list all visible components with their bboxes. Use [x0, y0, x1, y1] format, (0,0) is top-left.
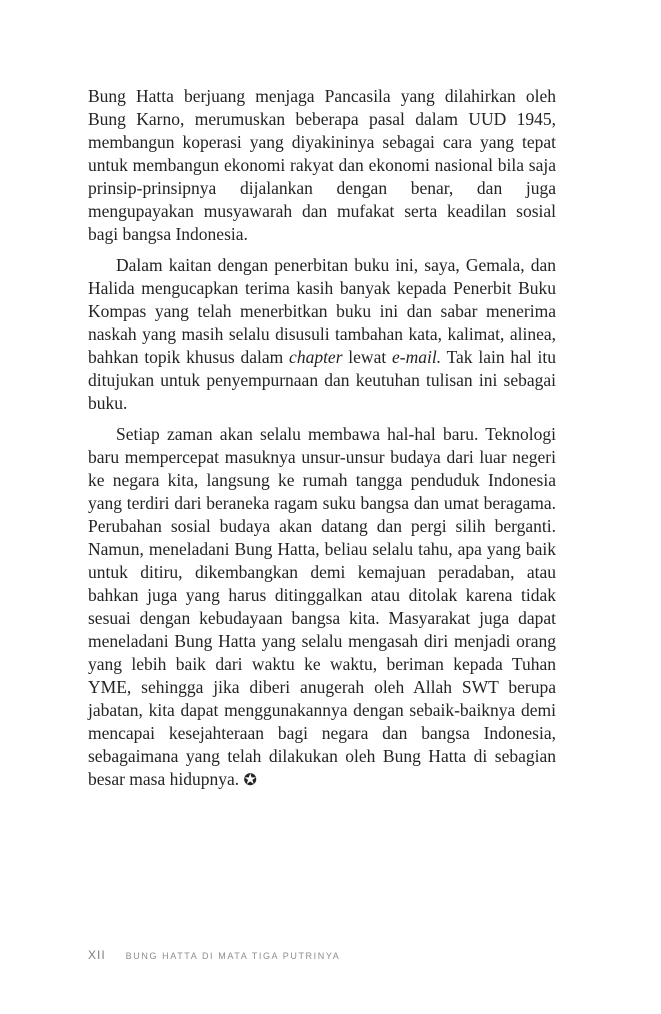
- text-block: [88, 85, 556, 792]
- body-text: lewat: [342, 347, 392, 367]
- body-text: Setiap zaman akan selalu membawa hal-hal baru. Teknologi baru mempercepat masuknya unsur-unsur budaya dari luar negeri ke negara kita, langsung ke rumah tangga penduduk Indonesia yang terdiri dari beraneka ragam suku bangsa dan umat beragama. Perubahan sosial budaya akan datang dan pergi silih berganti. Namun, meneladani Bung Hatta, beliau selalu tahu, apa yang baik untuk ditiru, dikembangkan demi kemajuan peradaban, atau bahkan juga yang harus ditinggalkan atau ditolak karena tidak sesuai dengan kebudayaan bangsa kita. Masyarakat juga dapat meneladani Bung Hatta yang selalu mengasah diri menjadi orang yang lebih baik dari waktu ke waktu, beriman kepada Tuhan YME, sehingga jika diberi anugerah oleh Allah SWT berupa jabatan, kita dapat menggunakannya dengan sebaik-baiknya demi mencapai kesejahteraan bagi negara dan bangsa Indonesia, sebagaimana yang telah dilakukan oleh Bung Hatta di sebagian besar masa hidupnya.: [88, 424, 556, 789]
- italic-text: e-mail.: [392, 347, 442, 367]
- paragraph: [88, 85, 556, 246]
- italic-text: chapter: [289, 347, 343, 367]
- running-title: BUNG HATTA DI MATA TIGA PUTRINYA: [125, 951, 341, 961]
- body-text: Bung Hatta berjuang menjaga Pancasila yang dilahirkan oleh Bung Karno, merumuskan beberapa pasal dalam UUD 1945, membangun koperasi yang diyakininya sebagai cara yang tepat untuk membangun ekonomi rakyat dan ekonomi nasional bila saja prinsip-prinsipnya dijalankan dengan benar, dan juga mengupayakan musyawarah dan mufakat serta keadilan sosial bagi bangsa Indonesia.: [88, 86, 556, 244]
- paragraph: [88, 254, 556, 415]
- body-text: Tak lain hal itu ditujukan untuk penyempurnaan dan keutuhan tulisan ini sebagai buku.: [88, 347, 557, 413]
- paragraph: [88, 423, 556, 792]
- page-footer: [88, 948, 556, 962]
- page-number: XII: [88, 948, 106, 962]
- body-text: Dalam kaitan dengan penerbitan buku ini, saya, Gemala, dan Halida mengucapkan terima kasih banyak kepada Penerbit Buku Kompas yang telah menerbitkan buku ini dan sabar menerima naskah yang masih selalu disusuli tambahan kata, kalimat, alinea, bahkan topik khusus dalam: [88, 255, 556, 367]
- end-of-chapter-star-icon: ✪: [243, 772, 257, 789]
